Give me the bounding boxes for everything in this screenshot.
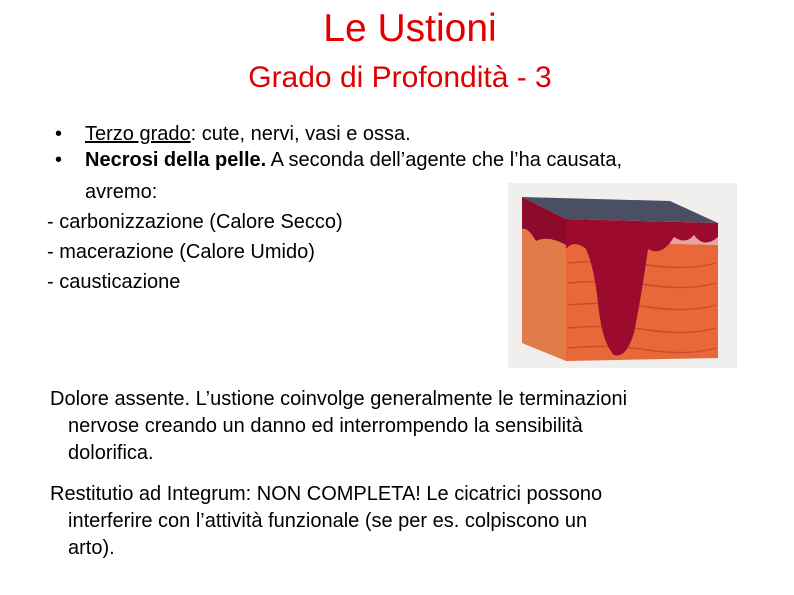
bullet-2-text: A seconda dell’agente che l’ha causata, [266, 149, 623, 171]
bullet-2 [55, 148, 622, 172]
healing-paragraph-line: arto). [68, 537, 115, 559]
pain-paragraph-line: Dolore assente. L’ustione coinvolge generalmente le terminazioni [50, 388, 628, 410]
bullet-1 [55, 122, 411, 146]
pain-paragraph-line: dolorifica. [68, 442, 154, 464]
list-item: - macerazione (Calore Umido) [47, 241, 315, 263]
bullet-marker: • [55, 123, 63, 145]
bullet-1-term: Terzo grado [85, 123, 191, 145]
healing-paragraph-line: Restitutio ad Integrum: NON COMPLETA! Le cicatrici possono [50, 483, 603, 505]
slide-subtitle: Grado di Profondità - 3 [248, 61, 552, 94]
subcutis-side-layer [522, 229, 566, 361]
bullet-marker: • [55, 149, 63, 171]
list-item: - carbonizzazione (Calore Secco) [47, 211, 343, 233]
healing-paragraph-line: interferire con l’attività funzionale (se per es. colpiscono un [68, 510, 588, 532]
third-degree-burn-illustration [508, 183, 737, 368]
slide-title: Le Ustioni [323, 7, 497, 50]
bullet-2-continuation: avremo: [85, 181, 158, 203]
bullet-2-term: Necrosi della pelle. [85, 149, 267, 171]
bullet-1-text: : cute, nervi, vasi e ossa. [190, 123, 411, 145]
list-item: - causticazione [47, 271, 181, 293]
pain-paragraph-line: nervose creando un danno ed interrompendo la sensibilità [68, 415, 583, 437]
